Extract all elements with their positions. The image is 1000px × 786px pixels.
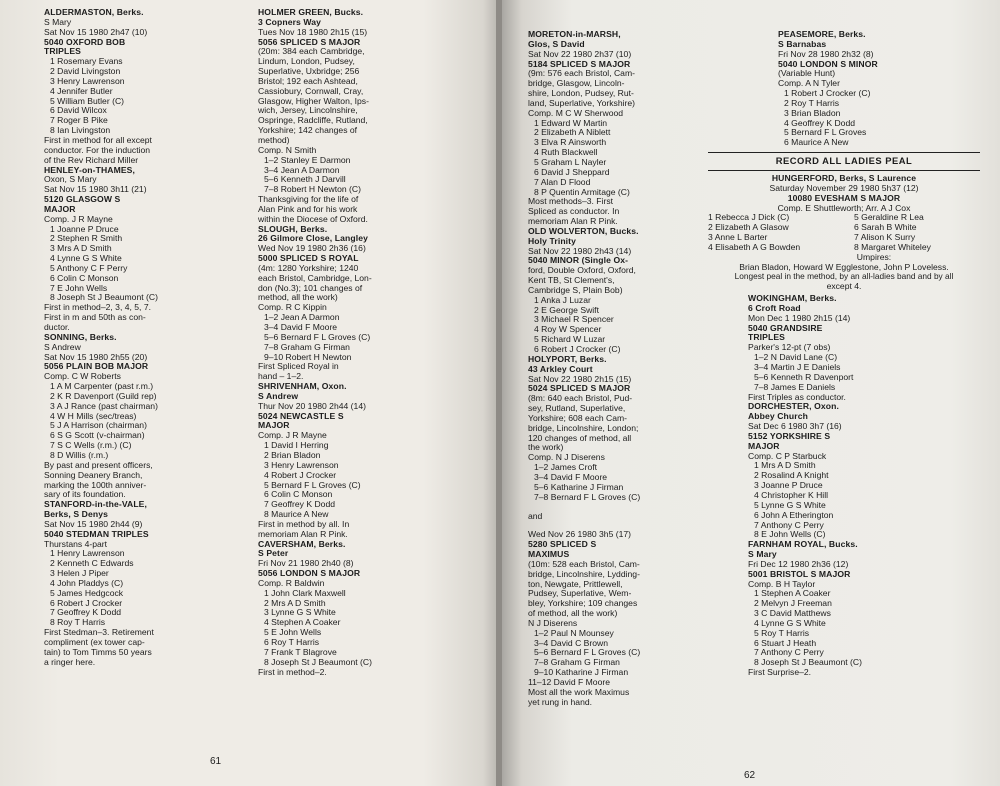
- text-line: S Mary: [44, 17, 72, 27]
- text-line: 1–2 Stanley E Darmon: [264, 155, 351, 165]
- text-line: 5184 SPLICED S MAJOR: [528, 59, 631, 69]
- text-line: 1–2 James Croft: [534, 463, 598, 473]
- text-line: Cassiobury, Cornwall, Cray,: [258, 86, 364, 96]
- text-line: Mon Dec 1 1980 2h15 (14): [748, 313, 851, 323]
- text-line: 5040 OXFORD BOB: [44, 37, 126, 47]
- text-line: Fri Nov 28 1980 2h32 (8): [778, 49, 874, 59]
- text-line: 3 A J Rance (past chairman): [50, 401, 158, 411]
- text-line: a ringer here.: [44, 657, 96, 667]
- text-line: 8 Joseph St J Beaumont (C): [50, 293, 158, 303]
- text-line: 43 Arkley Court: [528, 364, 593, 374]
- text-line: 3 Lynne G S White: [264, 608, 336, 618]
- text-line: Cambridge S, Plain Bob): [528, 285, 623, 295]
- text-line: (9m: 576 each Bristol, Cam-: [528, 69, 635, 79]
- text-line: method, all the work): [258, 293, 338, 303]
- text-line: 5 Anthony C F Perry: [50, 263, 128, 273]
- ringer-line: 3 Anne L Barter: [708, 233, 768, 243]
- text-line: 2 Stephen R Smith: [50, 234, 123, 244]
- text-line: compliment (ex tower cap-: [44, 638, 145, 647]
- text-line: bridge, Lincolnshire, London;: [528, 423, 639, 433]
- text-line: 6 Robert J Crocker (C): [534, 345, 621, 354]
- text-line: 5 Graham L Nayler: [534, 157, 607, 167]
- text-line: 5 Bernard F L Groves: [784, 128, 867, 138]
- record-umpires: Brian Bladon, Howard W Egglestone, John P Loveless.: [739, 262, 949, 272]
- text-line: 4 Lynne G S White: [50, 254, 122, 264]
- text-line: S Andrew: [258, 391, 299, 401]
- text-line: 3 C David Matthews: [754, 609, 831, 619]
- text-line: Thanksgiving for the life of: [258, 195, 359, 205]
- text-line: First Surprise–2.: [748, 668, 812, 678]
- text-line: 4 Jennifer Butler: [50, 86, 113, 96]
- text-line: 5 J A Harrison (chairman): [50, 421, 147, 431]
- text-line: 4 Christopher K Hill: [754, 490, 829, 500]
- text-line: Abbey Church: [748, 412, 808, 422]
- text-line: First in m and 50th as con-: [44, 313, 146, 323]
- text-line: Comp. R C Kippin: [258, 303, 327, 313]
- text-line: Fri Nov 21 1980 2h40 (8): [258, 559, 354, 569]
- text-line: Sat Nov 22 1980 2h43 (14): [528, 246, 632, 256]
- text-line: 2 Melvyn J Freeman: [754, 599, 832, 609]
- text-line: 1 Anka J Luzar: [534, 295, 591, 305]
- text-line: [528, 503, 706, 512]
- text-line: Comp. M C W Sherwood: [528, 108, 624, 118]
- text-line: 1 John Clark Maxwell: [264, 588, 346, 598]
- text-line: 7 Anthony C Perry: [754, 648, 824, 658]
- text-line: 7 Geoffrey K Dodd: [264, 500, 336, 510]
- text-line: Alan Pink and for his work: [258, 204, 358, 214]
- text-line: 6 Croft Road: [748, 303, 801, 313]
- text-line: 2 Roy T Harris: [784, 98, 840, 108]
- text-line: 6 Stuart J Heath: [754, 638, 817, 648]
- text-line: 3 Brian Bladon: [784, 108, 841, 118]
- text-line: Superlative, Uxbridge; 256: [258, 67, 360, 77]
- text-line: 6 Roy T Harris: [264, 638, 320, 647]
- text-line: Sat Nov 22 1980 2h15 (15): [528, 374, 632, 384]
- text-line: By past and present officers,: [44, 460, 153, 470]
- text-line: bridge, Lincolnshire, Lydding-: [528, 569, 640, 579]
- text-line: 2 Mrs A D Smith: [264, 598, 326, 608]
- text-line: 5152 YORKSHIRE S: [748, 431, 831, 441]
- text-line: 2 Elizabeth A Niblett: [534, 128, 611, 138]
- text-line: SLOUGH, Berks.: [258, 224, 328, 234]
- text-line: 7 Geoffrey K Dodd: [50, 608, 122, 618]
- text-line: 3–4 Jean A Darmon: [264, 165, 340, 175]
- ringer-line: 5 Geraldine R Lea: [854, 213, 924, 223]
- text-line: 8 Joseph St J Beaumont (C): [264, 657, 372, 667]
- record-ringers-right: [834, 213, 980, 252]
- text-line: Tues Nov 18 1980 2h15 (15): [258, 27, 368, 37]
- text-line: First in method–2.: [258, 667, 327, 677]
- text-line: 5 Bernard F L Groves (C): [264, 480, 361, 490]
- text-line: Glos, S David: [528, 39, 585, 49]
- text-line: First in method for all except: [44, 135, 152, 145]
- left-page: [0, 0, 498, 786]
- text-line: HENLEY-on-THAMES,: [44, 165, 135, 175]
- text-line: Comp. J R Mayne: [44, 214, 113, 224]
- text-line: tain) to Tom Timms 50 years: [44, 647, 152, 657]
- text-line: 1 David I Herring: [264, 441, 329, 451]
- text-line: Wed Nov 26 1980 3h5 (17): [528, 530, 632, 540]
- text-line: Comp. R Baldwin: [258, 578, 325, 588]
- text-line: 6 David J Sheppard: [534, 167, 610, 177]
- text-line: Thurstans 4-part: [44, 539, 108, 549]
- text-line: First Spliced Royal in: [258, 362, 339, 372]
- text-line: memoriam Alan R Pink.: [258, 529, 348, 539]
- text-line: Sat Nov 22 1980 2h37 (10): [528, 49, 632, 59]
- text-line: 3 Michael R Spencer: [534, 315, 614, 325]
- text-line: MORETON-in-MARSH,: [528, 30, 621, 39]
- text-line: ford, Double Oxford, Oxford,: [528, 266, 636, 276]
- text-line: (4m: 1280 Yorkshire; 1240: [258, 263, 359, 273]
- text-line: 8 E John Wells (C): [754, 530, 826, 540]
- text-line: 5 Roy T Harris: [754, 628, 810, 638]
- text-line: 5–6 Kenneth J Darvill: [264, 175, 346, 185]
- text-line: 3 Helen J Piper: [50, 569, 109, 579]
- text-line: the work): [528, 443, 564, 453]
- text-line: sary of its foundation.: [44, 490, 126, 500]
- text-line: 1–2 Paul N Mounsey: [534, 628, 614, 638]
- text-line: 5–6 Bernard F L Groves (C): [534, 648, 641, 658]
- text-line: marking the 100th anniver-: [44, 480, 147, 490]
- text-line: 1 Mrs A D Smith: [754, 461, 816, 471]
- text-line: HOLYPORT, Berks.: [528, 354, 607, 364]
- text-line: 8 Maurice A New: [264, 510, 329, 520]
- text-line: Sat Dec 6 1980 3h7 (16): [748, 422, 842, 432]
- text-line: 7–8 Robert H Newton (C): [264, 185, 361, 195]
- text-line: S Andrew: [44, 342, 81, 352]
- text-line: 1–2 Jean A Darmon: [264, 313, 340, 323]
- text-line: and: [528, 511, 543, 521]
- text-line: 8 Roy T Harris: [50, 618, 106, 628]
- text-line: 6 Colin C Monson: [264, 490, 333, 500]
- text-line: 7–8 Bernard F L Groves (C): [534, 492, 641, 502]
- text-line: 4 Ruth Blackwell: [534, 148, 598, 158]
- text-line: 7–8 Graham G Firman: [534, 658, 620, 668]
- text-line: WOKINGHAM, Berks.: [748, 294, 837, 304]
- text-line: Lindum, London, Pudsey,: [258, 57, 355, 67]
- column-4: [708, 30, 980, 678]
- rule-top: [708, 152, 980, 153]
- text-line: Comp. J R Mayne: [258, 431, 327, 441]
- text-line: (8m: 640 each Bristol, Pud-: [528, 394, 633, 404]
- text-line: S Peter: [258, 549, 289, 559]
- text-line: First Stedman–3. Retirement: [44, 628, 154, 638]
- page-number-right: 62: [744, 770, 756, 781]
- text-line: 5–6 Katharine J Firman: [534, 482, 624, 492]
- text-line: MAXIMUS: [528, 550, 570, 560]
- text-line: 4 Geoffrey K Dodd: [784, 118, 856, 128]
- text-line: wich, Jersey, Lincolnshire,: [258, 106, 358, 116]
- text-line: 7 Alan D Flood: [534, 177, 591, 187]
- text-line: First in method by all. In: [258, 519, 350, 529]
- text-line: TRIPLES: [44, 47, 81, 57]
- column-4-bottom: [708, 294, 980, 678]
- text-line: 8 D Willis (r.m.): [50, 450, 109, 460]
- text-line: FARNHAM ROYAL, Bucks.: [748, 540, 858, 550]
- text-line: method): [258, 135, 290, 145]
- text-line: 1 Edward W Martin: [534, 118, 608, 128]
- text-line: S Mary: [748, 550, 777, 560]
- text-line: of the Rev Richard Miller: [44, 155, 139, 165]
- text-line: Pudsey, Superlative, Wem-: [528, 589, 632, 599]
- text-line: 3–4 Martin J E Daniels: [754, 363, 841, 372]
- text-line: CAVERSHAM, Berks.: [258, 539, 346, 549]
- ringer-line: 4 Elisabeth A G Bowden: [708, 242, 801, 252]
- ringer-line: 7 Alison K Surry: [854, 233, 916, 243]
- text-line: MAJOR: [748, 441, 780, 451]
- text-line: DORCHESTER, Oxon.: [748, 402, 839, 412]
- text-line: 2 David Livingston: [50, 67, 121, 77]
- text-line: 3–4 David F Moore: [534, 472, 608, 482]
- text-line: 1 Robert J Crocker (C): [784, 89, 871, 99]
- text-line: Parker's 12-pt (7 obs): [748, 343, 831, 353]
- text-line: 5040 STEDMAN TRIPLES: [44, 529, 149, 539]
- text-line: 5056 LONDON S MAJOR: [258, 569, 361, 579]
- text-line: 6 Colin C Monson: [50, 273, 119, 283]
- text-line: 1–2 N David Lane (C): [754, 353, 838, 363]
- text-line: 11–12 David F Moore: [528, 678, 611, 687]
- text-line: PEASEMORE, Berks.: [778, 30, 866, 39]
- record-place: HUNGERFORD, Berks, S Laurence: [771, 173, 917, 183]
- text-line: 120 changes of method, all: [528, 433, 632, 443]
- text-line: TRIPLES: [748, 333, 785, 343]
- text-line: 2 Rosalind A Knight: [754, 471, 829, 481]
- text-line: hand – 1–2.: [258, 372, 304, 382]
- text-line: Comp. B H Taylor: [748, 579, 816, 589]
- text-line: bridge, Glasgow, Lincoln-: [528, 79, 625, 89]
- text-line: STANFORD-in-the-VALE,: [44, 500, 147, 510]
- column-1: [44, 8, 222, 668]
- text-line: (10m: 528 each Bristol, Cam-: [528, 559, 640, 569]
- text-line: 1 Henry Lawrenson: [50, 549, 125, 559]
- text-line: Fri Dec 12 1980 2h36 (12): [748, 559, 849, 569]
- ringer-line: 2 Elizabeth A Glasow: [708, 223, 789, 233]
- text-line: 5024 SPLICED S MAJOR: [528, 384, 631, 394]
- text-line: conductor. For the induction: [44, 145, 151, 155]
- record-ringers-left: [708, 213, 834, 252]
- text-line: HOLMER GREEN, Bucks.: [258, 8, 364, 17]
- text-line: 9–10 Robert H Newton: [264, 352, 352, 362]
- text-line: 5024 NEWCASTLE S: [258, 411, 344, 421]
- text-line: S Barnabas: [778, 39, 827, 49]
- right-page: [502, 0, 1000, 786]
- text-line: 1 A M Carpenter (past r.m.): [50, 382, 154, 392]
- record-heading: RECORD ALL LADIES PEAL: [775, 156, 913, 166]
- text-line: 2 K R Davenport (Guild rep): [50, 391, 157, 401]
- text-line: Sat Nov 15 1980 3h11 (21): [44, 185, 147, 195]
- ringer-line: 1 Rebecca J Dick (C): [708, 213, 790, 223]
- text-line: 5001 BRISTOL S MAJOR: [748, 569, 851, 579]
- text-line: 3 Joanne P Druce: [754, 481, 823, 491]
- text-line: 5056 SPLICED S MAJOR: [258, 37, 361, 47]
- text-line: Sat Nov 15 1980 2h44 (9): [44, 519, 143, 529]
- text-line: 4 Lynne G S White: [754, 618, 826, 628]
- text-line: 5040 LONDON S MINOR: [778, 59, 878, 69]
- text-line: SONNING, Berks.: [44, 332, 117, 342]
- text-line: Spliced as conductor. In: [528, 207, 620, 217]
- text-line: 7 Roger B Pike: [50, 116, 108, 126]
- text-line: 9–10 Katharine J Firman: [534, 668, 629, 678]
- text-line: 5280 SPLICED S: [528, 540, 597, 550]
- text-line: of method, all the work): [528, 609, 618, 619]
- text-line: Holy Trinity: [528, 236, 576, 246]
- text-line: sey, Rutland, Superlative,: [528, 404, 626, 414]
- text-line: Yorkshire; 608 each Cam-: [528, 413, 628, 423]
- text-line: shire, London, Pudsey, Rut-: [528, 89, 634, 99]
- text-line: 7 Anthony C Perry: [754, 520, 824, 530]
- ringer-line: 6 Sarah B White: [854, 223, 917, 233]
- text-line: 4 Robert J Crocker: [264, 470, 337, 480]
- text-line: 3–4 David C Brown: [534, 638, 609, 648]
- text-line: Most methods–3. First: [528, 197, 614, 207]
- ringer-line: 8 Margaret Whiteley: [854, 242, 931, 252]
- text-line: Most all the work Maximus: [528, 687, 630, 697]
- text-line: Wed Nov 19 1980 2h36 (16): [258, 244, 366, 254]
- text-line: 3–4 David F Moore: [264, 323, 338, 332]
- text-line: (Variable Hunt): [778, 69, 836, 79]
- text-line: MAJOR: [44, 204, 76, 214]
- text-line: 1 Stephen A Coaker: [754, 589, 831, 599]
- text-line: yet rung in hand.: [528, 697, 593, 707]
- text-line: Thur Nov 20 1980 2h44 (14): [258, 401, 366, 411]
- record-comp: Comp. E Shuttleworth; Arr. A J Cox: [777, 203, 911, 213]
- text-line: 6 John A Etherington: [754, 510, 834, 520]
- text-line: 7–8 James E Daniels: [754, 382, 836, 392]
- text-line: 2 E George Swift: [534, 305, 599, 315]
- record-date: Saturday November 29 1980 5h37 (12): [769, 183, 919, 193]
- record-note-1: Longest peal in the method, by an all-ladies band and by all: [734, 272, 954, 282]
- text-line: Berks, S Denys: [44, 510, 108, 520]
- text-line: [528, 521, 706, 530]
- text-line: 7–8 Graham G Firman: [264, 342, 350, 352]
- text-line: 8 Joseph St J Beaumont (C): [754, 658, 862, 668]
- text-line: Comp. N J Diserens: [528, 453, 605, 463]
- text-line: 2 Brian Bladon: [264, 450, 321, 460]
- text-line: 3 Elva R Ainsworth: [534, 138, 607, 148]
- text-line: 5–6 Kenneth R Davenport: [754, 372, 854, 382]
- text-line: ductor.: [44, 323, 70, 332]
- text-line: (20m: 384 each Cambridge,: [258, 47, 365, 57]
- record-note-2: except 4.: [826, 282, 862, 292]
- page-number-left: 61: [210, 756, 222, 767]
- text-line: Oxon, S Mary: [44, 175, 97, 185]
- text-line: land, Superlative, Yorkshire): [528, 98, 636, 108]
- column-2: [258, 8, 458, 677]
- text-line: 4 Stephen A Coaker: [264, 618, 341, 628]
- text-line: SHRIVENHAM, Oxon.: [258, 382, 347, 392]
- text-line: OLD WOLVERTON, Bucks.: [528, 226, 639, 236]
- text-line: 3 Henry Lawrenson: [264, 460, 339, 470]
- text-line: Comp. N Smith: [258, 145, 317, 155]
- text-line: Yorkshire; 142 changes of: [258, 126, 358, 136]
- text-line: 5040 GRANDSIRE: [748, 323, 823, 333]
- record-umpires-label: Umpires:: [856, 252, 892, 262]
- text-line: 4 Roy W Spencer: [534, 325, 602, 335]
- text-line: 7 E John Wells: [50, 283, 108, 293]
- column-3: [528, 30, 706, 708]
- text-line: Bristol; 192 each Ashtead,: [258, 76, 358, 86]
- text-line: 8 P Quentin Armitage (C): [534, 187, 630, 197]
- text-line: 5 Richard W Luzar: [534, 335, 606, 345]
- text-line: within the Diocese of Oxford.: [258, 214, 368, 224]
- text-line: Comp. C W Roberts: [44, 372, 121, 382]
- text-line: MAJOR: [258, 421, 290, 431]
- text-line: 3 Mrs A D Smith: [50, 244, 112, 254]
- text-line: 6 S G Scott (v-chairman): [50, 431, 145, 441]
- text-line: Comp. C P Starbuck: [748, 451, 827, 461]
- text-line: 5000 SPLICED S ROYAL: [258, 254, 359, 264]
- text-line: 5–6 Bernard F L Groves (C): [264, 332, 371, 342]
- text-line: ton, Newgate, Prittlewell,: [528, 579, 623, 589]
- text-line: Sonning Deanery Branch,: [44, 470, 143, 480]
- text-line: 5 William Butler (C): [50, 96, 125, 106]
- text-line: 5120 GLASGOW S: [44, 195, 121, 205]
- text-line: 4 John Pladdys (C): [50, 578, 124, 588]
- text-line: Sat Nov 15 1980 2h55 (20): [44, 352, 148, 362]
- text-line: don (No.3); 101 changes of: [258, 283, 363, 293]
- record-ringers: [708, 213, 980, 252]
- text-line: Glasgow, Higher Walton, Ips-: [258, 96, 369, 106]
- text-line: First Triples as conductor.: [748, 392, 846, 402]
- text-line: Ospringe, Radcliffe, Rutland,: [258, 116, 368, 126]
- text-line: N J Diserens: [528, 618, 578, 628]
- text-line: each Bristol, Cambridge, Lon-: [258, 273, 372, 283]
- text-line: 7 S C Wells (r.m.) (C): [50, 441, 132, 451]
- text-line: memoriam Alan R Pink.: [528, 217, 618, 227]
- text-line: 5 Lynne G S White: [754, 500, 826, 510]
- text-line: Sat Nov 15 1980 2h47 (10): [44, 27, 148, 37]
- text-line: Kent TB, St Clement's,: [528, 276, 615, 286]
- text-line: 1 Joanne P Druce: [50, 224, 119, 234]
- text-line: 5040 MINOR (Single Ox-: [528, 256, 629, 266]
- text-line: 1 Rosemary Evans: [50, 57, 123, 67]
- text-line: 26 Gilmore Close, Langley: [258, 234, 368, 244]
- text-line: 8 Ian Livingston: [50, 126, 111, 136]
- text-line: 6 David Wilcox: [50, 106, 107, 116]
- text-line: 5056 PLAIN BOB MAJOR: [44, 362, 149, 372]
- text-line: ALDERMASTON, Berks.: [44, 8, 144, 17]
- column-4-top: [708, 30, 980, 148]
- text-line: 5 E John Wells: [264, 628, 322, 638]
- text-line: Comp. A N Tyler: [778, 79, 840, 89]
- text-line: First in method–2, 3, 4, 5, 7.: [44, 303, 151, 313]
- text-line: 3 Copners Way: [258, 17, 322, 27]
- text-line: 3 Henry Lawrenson: [50, 76, 125, 86]
- text-line: 6 Robert J Crocker: [50, 598, 123, 608]
- text-line: 6 Maurice A New: [784, 138, 849, 148]
- record-method: 10080 EVESHAM S MAJOR: [787, 193, 901, 203]
- text-line: 4 W H Mills (sec/treas): [50, 411, 137, 421]
- text-line: 7 Frank T Blagrove: [264, 647, 337, 657]
- rule-bottom: [708, 170, 980, 171]
- text-line: 5 James Hedgcock: [50, 588, 124, 598]
- text-line: bley, Yorkshire; 109 changes: [528, 599, 638, 609]
- text-line: 2 Kenneth C Edwards: [50, 559, 134, 569]
